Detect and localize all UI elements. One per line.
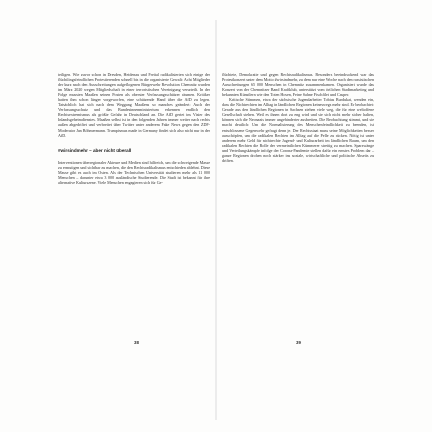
- left-page: [58, 72, 210, 372]
- book-gutter: [215, 20, 217, 420]
- right-paragraph-1: flüchtete, Demokratie und gegen Rechtsradikalismus. Besonders beeindruckend war das Protestkonzert unter dem Motto #wirsindmehr, zu dem nur eine Woche nach den rassistischen Ausschreitungen 65 000 Menschen in Chemnitz zusammenkamen. Organisiert wurde das Konzert von der Chemnitzer Band Kraftklub, unterstützt vom örtlichen Stadtmarketing und bekannten Künstlern wie den Toten Hosen, Feine Sahne Fischfilet und Casper.: [222, 72, 374, 98]
- left-paragraph-2: Interventionen überregionaler Akteure und Medien sind hilfreich, um die schweigende Masse zu ermutigen und sichtbar zu machen, die den Rechtsradikalismus entschieden ablehnt. Diese Masse gibt es auch im Osten. Als der Technischen Universität studieren mehr als 11 000 Menschen – darunter etwa 3 000 ausländische Studierende. Die Stadt ist bekannt für ihre alternative Kulturszene. Viele Menschen engagieren sich für Ge-: [58, 159, 210, 185]
- left-page-number: 38: [134, 340, 139, 345]
- left-paragraph-1: teiligen. Wie zuvor schon in Dresden, Heidenau und Freital radikalisierten sich einige der flüchtlingsfeindlichen Protestierenden schnell bis in die organisierte Gewalt: Acht Mitglieder der kurz nach den Ausschreitungen aufgeflogenen Bürgerwehr Revolution Chemnitz wurden im März 2020 wegen Mitgliedschaft in einer terroristischen Vereinigung verurteilt. In der Folge mussten Maaßen seinen Posten als oberster Verfassungsschützer räumen. Kritiker hatten ihm schon länger vorgeworfen, eine schützende Hand über die AfD zu legen. Tatsächlich hat sich nach dem Weggang Maaßens so manches geändert: Auch der Verfassungsschutz und das Bundesinnenministerium erkennen endlich den Rechtsextremismus als größte Gefahr in Deutschland an. Die AfD geriet ins Visier des Inlandsgeheimdienstes. Maaßen selbst ist in den folgenden Jahren immer weiter nach rechts außen abgedriftet und verbreitet über Twitter unter anderem Fake News gegen den ZDF-Moderator Jan Böhmermann. Trumpismus made in Germany findet sich also nicht nur in der AfD.: [58, 72, 210, 138]
- section-heading: #wirsindmehr – aber nicht überall: [58, 147, 132, 153]
- right-paragraph-2: Kritische Stimmen, etwa der sächsische Jugendarbeiter Tobias Burdukat, wenden ein, dass die Nichtrechten im Alltag in ländlichen Regionen keineswegs mehr sind. Er beobachtet: Gerade aus den ländlichen Regionen in Sachsen ziehen viele weg, die für eine weltoffene Gesellschaft stehen. Weil es ihnen dort zu eng wird und sie sich nicht mehr sicher halten, können sich die Neonazis immer ungehinderter ausbreiten. Die Beobachtung stimmt, und sie macht deutlich: Um die Normalisierung des Menschenfeindlichkeit zu beenden, ist entschlossene Gegenwehr gefragt denn je. Der Rechtsstaat muss seine Möglichkeiten besser ausschöpfen, um die radikalen Rechten im Alltag auf die Pelle zu rücken. Nötig ist unter anderem mehr Geld für nichtrechte Jugend- und Kulturarbeit im ländlichen Raum, um den radikalen Rechten die Rolle der vermeintlichen Kümmerer streitig zu machen. Sparzwänge und Verteilungskämpfe infolge der Corona-Pandemie stellen dafür ein ernstes Problem dar – ganze Regionen drohen noch stärker ins soziale, wirtschaftliche und politische Abseits zu driften.: [222, 97, 374, 163]
- right-page: [222, 72, 374, 372]
- right-page-number: 39: [296, 340, 301, 345]
